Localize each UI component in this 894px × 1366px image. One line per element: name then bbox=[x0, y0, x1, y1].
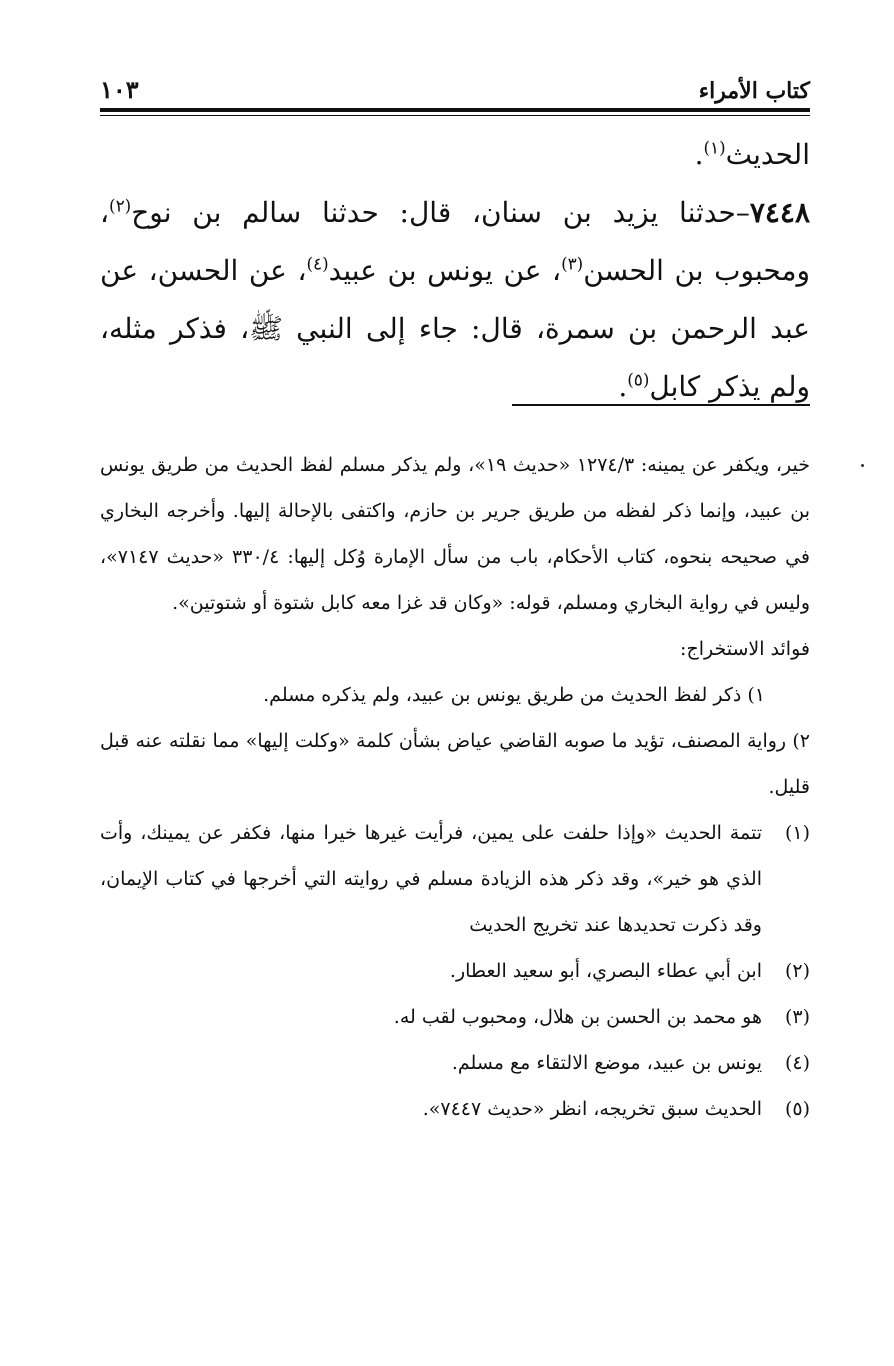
footnote-1 bbox=[100, 810, 810, 948]
benefits-heading: فوائد الاستخراج: bbox=[680, 638, 810, 660]
footnotes bbox=[100, 442, 810, 1132]
footnote-5 bbox=[100, 1086, 810, 1132]
main-text bbox=[100, 126, 810, 416]
continued-footnote: خير، ويكفر عن يمينه: ١٢٧٤/٣ «حديث ١٩»، ولم يذكر مسلم لفظ الحديث من طريق يونس بن عبيد، وإنما ذكر لفظه من طريق جرير بن حازم، واكتفى بالإحالة إليها. وأخرجه البخاري في صحيحه بنحوه، كتاب الأحكام، باب من سأل الإمارة وُكل إليها: ٣٣٠/٤ «حديث ٧١٤٧»، وليس في رواية البخاري ومسلم، قوله: «وكان قد غزا معه كابل شتوة أو شتوتين». bbox=[100, 454, 810, 614]
footnote-text: يونس بن عبيد، موضع الالتقاء مع مسلم. bbox=[451, 1052, 762, 1074]
footnote-number: (٥) bbox=[784, 1098, 810, 1120]
footnote-2 bbox=[100, 948, 810, 994]
footnote-4 bbox=[100, 1040, 810, 1086]
page-number: ١٠٣ bbox=[100, 75, 139, 104]
footnote-ref-2: (٢) bbox=[109, 195, 132, 216]
footnote-number: (٤) bbox=[784, 1052, 810, 1074]
continuation-line: الحديث$^{(١)}$. bbox=[694, 137, 810, 171]
header-rule-thin bbox=[100, 115, 810, 116]
hadith-number: ٧٤٤٨ bbox=[749, 196, 810, 229]
header-rule-thick bbox=[100, 108, 810, 112]
footnote-separator bbox=[512, 404, 810, 406]
footnote-ref-5: (٥) bbox=[627, 369, 650, 390]
footnote-text: تتمة الحديث «وإذا حلفت على يمين، فرأيت غيرها خيرا منها، فكفر عن يمينك، وأت الذي هو خير»، وقد ذكر هذه الزيادة مسلم في روايته التي أخرجها في كتاب الإيمان، وقد ذكرت تحديدها عند تخريج الحديث bbox=[100, 822, 762, 936]
hadith-paragraph: ٧٤٤٨–حدثنا يزيد بن سنان، قال: حدثنا سالم بن نوح$^{(٢)}$، ومحبوب بن الحسن$^{(٣)}$، عن يونس بن عبيد$^{(٤)}$، عن الحسن، عن عبد الرحمن بن سمرة، قال: جاء إلى النبي ﷺ، فذكر مثله، ولم يذكر كابل$^{(٥)}$. bbox=[100, 195, 811, 403]
running-header bbox=[100, 70, 810, 104]
footnote-number: (٣) bbox=[784, 1006, 810, 1028]
footnote-ref-4: (٤) bbox=[306, 253, 329, 274]
footnote-ref-3: (٣) bbox=[561, 253, 584, 274]
benefit-2: ٢) رواية المصنف، تؤيد ما صوبه القاضي عياض بشأن كلمة «وكلت إليها» مما نقلته عنه قبل قليل. bbox=[100, 730, 810, 798]
benefit-1: ١) ذكر لفظ الحديث من طريق يونس بن عبيد، ولم يذكره مسلم. bbox=[263, 684, 765, 706]
footnote-text: هو محمد بن الحسن بن هلال، ومحبوب لقب له. bbox=[393, 1006, 762, 1028]
footnote-text: الحديث سبق تخريجه، انظر «حديث ٧٤٤٧». bbox=[422, 1098, 762, 1120]
footnote-3 bbox=[100, 994, 810, 1040]
footnote-ref-1: (١) bbox=[703, 137, 726, 158]
chapter-title: كتاب الأمراء bbox=[698, 78, 810, 104]
footnote-number: (٢) bbox=[784, 960, 810, 982]
footnote-text: ابن أبي عطاء البصري، أبو سعيد العطار. bbox=[449, 960, 762, 982]
scan-speck bbox=[861, 464, 864, 467]
footnote-number: (١) bbox=[784, 822, 810, 844]
